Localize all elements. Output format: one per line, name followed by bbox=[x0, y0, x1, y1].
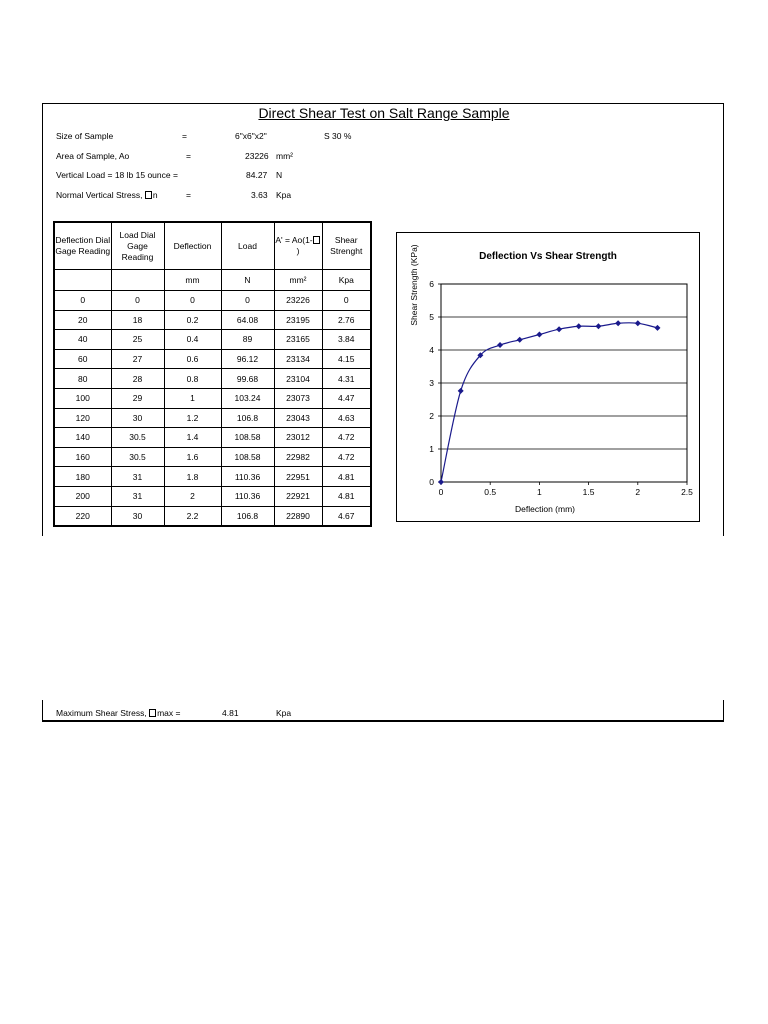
cell-load-dial: 25 bbox=[111, 330, 164, 350]
table-row bbox=[54, 330, 371, 350]
cell-corrected-area: 23134 bbox=[274, 349, 322, 369]
cell-load: 106.8 bbox=[221, 506, 274, 526]
chart-title: Deflection Vs Shear Strength bbox=[479, 251, 617, 262]
cell-load: 110.36 bbox=[221, 486, 274, 506]
data-point bbox=[556, 326, 562, 332]
data-point bbox=[615, 320, 621, 326]
frame-right-border bbox=[723, 103, 724, 536]
data-point bbox=[497, 342, 503, 348]
stress-label bbox=[56, 190, 158, 200]
cell-deflection-dial: 180 bbox=[54, 467, 111, 487]
cell-load: 106.8 bbox=[221, 408, 274, 428]
cell-corrected-area: 23226 bbox=[274, 291, 322, 311]
cell-deflection: 1.2 bbox=[164, 408, 221, 428]
cell-deflection-dial: 200 bbox=[54, 486, 111, 506]
cell-corrected-area: 23195 bbox=[274, 310, 322, 330]
series-line bbox=[441, 323, 657, 482]
x-tick-label: 0 bbox=[438, 487, 444, 497]
x-tick-label: 2.5 bbox=[681, 487, 693, 497]
chart-ylabel: Shear Strength (KPa) bbox=[409, 244, 419, 326]
table-body bbox=[54, 270, 371, 527]
shear-test-table bbox=[53, 221, 372, 527]
unit-cell: mm² bbox=[274, 270, 322, 291]
data-point bbox=[536, 331, 542, 337]
table-row bbox=[54, 369, 371, 389]
cell-shear-strength: 4.31 bbox=[322, 369, 371, 389]
table-row bbox=[54, 349, 371, 369]
deflection-shear-chart bbox=[397, 233, 701, 523]
chart-container bbox=[396, 232, 700, 522]
cell-deflection: 0.2 bbox=[164, 310, 221, 330]
unit-cell: mm bbox=[164, 270, 221, 291]
load-unit: N bbox=[276, 170, 283, 180]
table-row bbox=[54, 486, 371, 506]
cell-deflection: 1.8 bbox=[164, 467, 221, 487]
load-label: Vertical Load = 18 lb 15 ounce = bbox=[56, 170, 178, 180]
x-tick-label: 1.5 bbox=[582, 487, 595, 497]
cell-load: 108.58 bbox=[221, 447, 274, 467]
area-label: Area of Sample, Ao bbox=[56, 151, 130, 161]
plot-area bbox=[429, 279, 693, 497]
missing-glyph-icon bbox=[149, 709, 156, 717]
cell-load-dial: 18 bbox=[111, 310, 164, 330]
cell-load-dial: 0 bbox=[111, 291, 164, 311]
max-stress-label-suffix: max = bbox=[157, 708, 181, 718]
stress-value: 3.63 bbox=[251, 190, 268, 200]
data-point bbox=[517, 337, 523, 343]
data-point bbox=[458, 388, 464, 394]
data-point bbox=[438, 479, 444, 485]
cell-corrected-area: 23165 bbox=[274, 330, 322, 350]
cell-load: 103.24 bbox=[221, 388, 274, 408]
header-shear-strength: Shear Strenght bbox=[322, 222, 371, 270]
y-tick-label: 6 bbox=[429, 279, 434, 289]
size-label: Size of Sample bbox=[56, 131, 114, 141]
cell-deflection: 1 bbox=[164, 388, 221, 408]
cell-deflection: 0.4 bbox=[164, 330, 221, 350]
header-corrected-area: A' = Ao(1-) bbox=[274, 222, 322, 270]
units-row bbox=[54, 270, 371, 291]
unit-cell bbox=[54, 270, 111, 291]
cell-load-dial: 30 bbox=[111, 506, 164, 526]
missing-glyph-icon bbox=[313, 236, 320, 244]
cell-deflection-dial: 40 bbox=[54, 330, 111, 350]
max-stress-value: 4.81 bbox=[222, 708, 239, 718]
table-row bbox=[54, 428, 371, 448]
y-tick-label: 3 bbox=[429, 378, 434, 388]
table-row bbox=[54, 447, 371, 467]
cell-shear-strength: 4.72 bbox=[322, 447, 371, 467]
size-value: 6"x6"x2" bbox=[235, 131, 267, 141]
cell-load-dial: 30.5 bbox=[111, 428, 164, 448]
header-deflection-dial: Deflection Dial Gage Reading bbox=[54, 222, 111, 270]
y-tick-label: 5 bbox=[429, 312, 434, 322]
max-stress-label bbox=[56, 708, 180, 718]
table-row bbox=[54, 408, 371, 428]
chart-xlabel: Deflection (mm) bbox=[515, 504, 575, 514]
cell-deflection: 0.6 bbox=[164, 349, 221, 369]
sample-id: S 30 % bbox=[324, 131, 352, 141]
header-load: Load bbox=[221, 222, 274, 270]
cell-deflection-dial: 160 bbox=[54, 447, 111, 467]
table-row bbox=[54, 467, 371, 487]
cell-load-dial: 28 bbox=[111, 369, 164, 389]
cell-deflection: 0 bbox=[164, 291, 221, 311]
stress-unit: Kpa bbox=[276, 190, 292, 200]
page-title: Direct Shear Test on Salt Range Sample bbox=[258, 105, 510, 121]
cell-shear-strength: 4.81 bbox=[322, 467, 371, 487]
table-header-row bbox=[54, 222, 371, 270]
cell-load-dial: 30 bbox=[111, 408, 164, 428]
cell-deflection-dial: 220 bbox=[54, 506, 111, 526]
cell-shear-strength: 3.84 bbox=[322, 330, 371, 350]
cell-load-dial: 27 bbox=[111, 349, 164, 369]
max-stress-label-text: Maximum Shear Stress, bbox=[56, 708, 147, 718]
y-tick-label: 1 bbox=[429, 444, 434, 454]
header-corrected-area-text: A' = Ao(1- bbox=[275, 235, 313, 245]
cell-corrected-area: 22921 bbox=[274, 486, 322, 506]
cell-load-dial: 31 bbox=[111, 486, 164, 506]
cell-corrected-area: 22951 bbox=[274, 467, 322, 487]
cell-deflection-dial: 120 bbox=[54, 408, 111, 428]
cell-load-dial: 31 bbox=[111, 467, 164, 487]
y-tick-label: 2 bbox=[429, 411, 434, 421]
frame-left-border bbox=[42, 103, 43, 536]
cell-deflection: 1.6 bbox=[164, 447, 221, 467]
load-value: 84.27 bbox=[246, 170, 268, 180]
stress-label-suffix: n bbox=[152, 190, 158, 200]
cell-load: 64.08 bbox=[221, 310, 274, 330]
cell-load: 99.68 bbox=[221, 369, 274, 389]
missing-glyph-icon bbox=[145, 191, 152, 199]
cell-deflection-dial: 80 bbox=[54, 369, 111, 389]
cell-deflection: 1.4 bbox=[164, 428, 221, 448]
stress-equals: = bbox=[186, 190, 191, 200]
cell-deflection: 2.2 bbox=[164, 506, 221, 526]
cell-deflection: 2 bbox=[164, 486, 221, 506]
cell-load-dial: 30.5 bbox=[111, 447, 164, 467]
cell-load: 89 bbox=[221, 330, 274, 350]
unit-cell: Kpa bbox=[322, 270, 371, 291]
cell-corrected-area: 23073 bbox=[274, 388, 322, 408]
cell-load: 96.12 bbox=[221, 349, 274, 369]
data-point bbox=[576, 323, 582, 329]
cell-load: 108.58 bbox=[221, 428, 274, 448]
size-equals: = bbox=[182, 131, 187, 141]
cell-load-dial: 29 bbox=[111, 388, 164, 408]
x-tick-label: 0.5 bbox=[484, 487, 497, 497]
cell-corrected-area: 23104 bbox=[274, 369, 322, 389]
area-equals: = bbox=[186, 151, 191, 161]
cell-shear-strength: 4.67 bbox=[322, 506, 371, 526]
cell-shear-strength: 4.81 bbox=[322, 486, 371, 506]
footer-right-border bbox=[723, 700, 724, 722]
y-tick-label: 4 bbox=[429, 345, 434, 355]
cell-deflection-dial: 60 bbox=[54, 349, 111, 369]
frame-top-border bbox=[42, 103, 724, 104]
cell-deflection-dial: 140 bbox=[54, 428, 111, 448]
header-deflection: Deflection bbox=[164, 222, 221, 270]
max-stress-unit: Kpa bbox=[276, 708, 292, 718]
cell-deflection-dial: 100 bbox=[54, 388, 111, 408]
cell-corrected-area: 22982 bbox=[274, 447, 322, 467]
y-tick-label: 0 bbox=[429, 477, 434, 487]
x-tick-label: 2 bbox=[635, 487, 641, 497]
cell-deflection: 0.8 bbox=[164, 369, 221, 389]
cell-shear-strength: 4.15 bbox=[322, 349, 371, 369]
cell-shear-strength: 4.63 bbox=[322, 408, 371, 428]
cell-load: 0 bbox=[221, 291, 274, 311]
cell-shear-strength: 0 bbox=[322, 291, 371, 311]
cell-corrected-area: 22890 bbox=[274, 506, 322, 526]
stress-label-text: Normal Vertical Stress, bbox=[56, 190, 143, 200]
data-point bbox=[654, 325, 660, 331]
cell-shear-strength: 4.72 bbox=[322, 428, 371, 448]
unit-cell bbox=[111, 270, 164, 291]
cell-corrected-area: 23043 bbox=[274, 408, 322, 428]
cell-corrected-area: 23012 bbox=[274, 428, 322, 448]
cell-shear-strength: 2.76 bbox=[322, 310, 371, 330]
table-row bbox=[54, 506, 371, 526]
table-row bbox=[54, 291, 371, 311]
cell-deflection-dial: 0 bbox=[54, 291, 111, 311]
cell-deflection-dial: 20 bbox=[54, 310, 111, 330]
table-row bbox=[54, 310, 371, 330]
header-load-dial: Load Dial Gage Reading bbox=[111, 222, 164, 270]
unit-cell: N bbox=[221, 270, 274, 291]
footer-divider bbox=[42, 720, 724, 722]
table-row bbox=[54, 388, 371, 408]
cell-load: 110.36 bbox=[221, 467, 274, 487]
area-unit: mm² bbox=[276, 151, 293, 161]
footer-left-border bbox=[42, 700, 43, 722]
x-tick-label: 1 bbox=[537, 487, 542, 497]
cell-shear-strength: 4.47 bbox=[322, 388, 371, 408]
data-point bbox=[595, 323, 601, 329]
area-value: 23226 bbox=[245, 151, 269, 161]
data-point bbox=[635, 320, 641, 326]
